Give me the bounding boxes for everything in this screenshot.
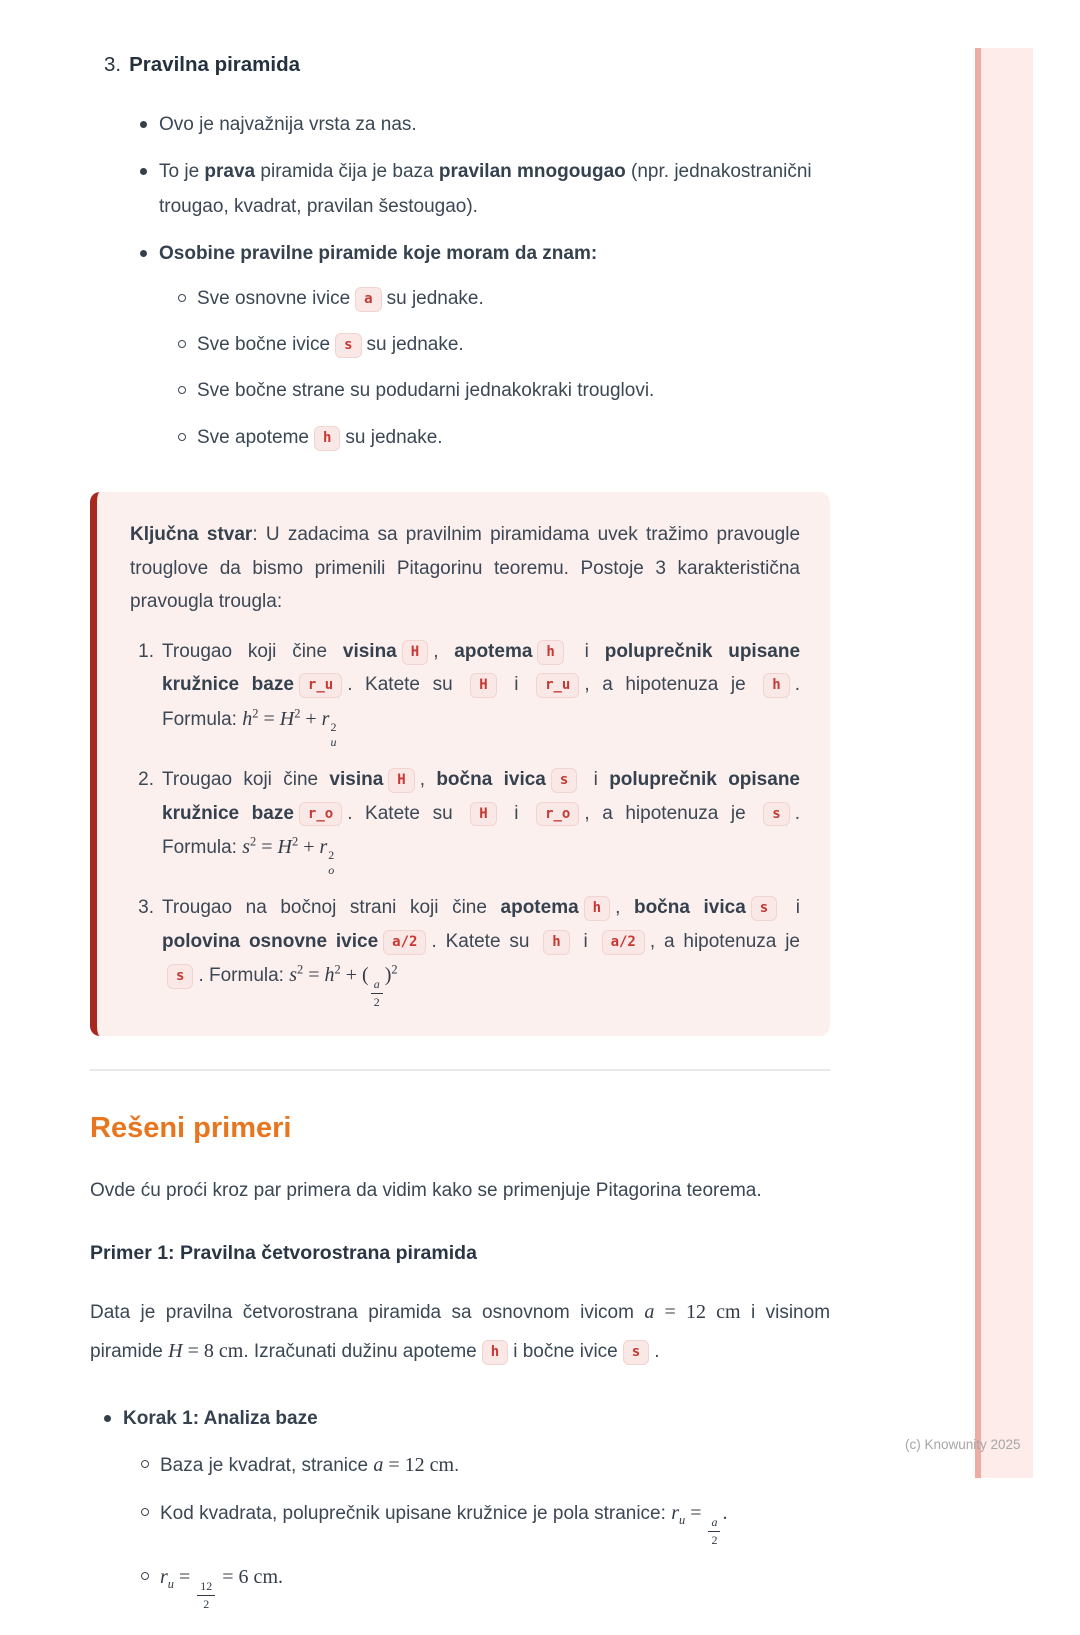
korak1-sub-item <box>123 1495 830 1548</box>
sub-bullet-text: Sve apoteme h su jednake. <box>197 420 830 455</box>
examples-lede: Ovde ću proći kroz par primera da vidim kako se primenjuje Pitagorina teorema. <box>90 1179 762 1201</box>
circle-bullet-icon <box>141 1508 149 1516</box>
sub-bullet-item <box>159 420 830 455</box>
inline-code-badge: s <box>763 802 789 827</box>
circle-bullet-icon <box>141 1460 149 1468</box>
korak1-text: Korak 1: Analiza baze <box>123 1408 318 1430</box>
document-content <box>90 52 830 1635</box>
callout-item <box>130 635 800 750</box>
korak1-sub-list <box>123 1447 830 1612</box>
circle-bullet-icon <box>178 386 186 394</box>
korak1-sub-text: Kod kvadrata, poluprečnik upisane kružnice je pola stranice: $r_u$ = $\frac{a}{2}$ . <box>160 1501 728 1547</box>
callout-item <box>130 891 800 1010</box>
section-title: Pravilna piramida <box>129 53 301 76</box>
callout-intro: Ključna stvar: U zadacima sa pravilnim piramidama uvek tražimo pravougle trouglove da bismo primenili Pitagorinu teoremu. Postoje 3 karakteristična pravougla trougla: <box>130 523 801 613</box>
korak1-sub-item <box>123 1559 830 1612</box>
bullet-text: Osobine pravilne piramide koje moram da znam: <box>159 243 598 265</box>
bullet-icon <box>140 250 147 257</box>
bullet-icon <box>140 168 147 175</box>
callout-item-number: 1. <box>138 641 154 663</box>
callout-item-number: 3. <box>138 897 154 919</box>
inline-code-badge: h <box>584 896 610 921</box>
inline-code-badge: r_o <box>536 802 579 827</box>
inline-code-badge: s <box>335 333 361 358</box>
inline-code-badge: h <box>482 1340 508 1365</box>
inline-code-badge: r_u <box>299 673 342 698</box>
sub-bullet-text: Sve osnovne ivice a su jednake. <box>197 281 830 316</box>
sub-bullet-text: Sve bočne ivice s su jednake. <box>197 327 830 362</box>
inline-code-badge: h <box>763 673 789 698</box>
copyright-footer: (c) Knowunity 2025 <box>905 1437 1021 1452</box>
solution-steps-list <box>90 1401 830 1623</box>
inline-code-badge: H <box>402 640 428 665</box>
bullet-item <box>90 236 830 466</box>
section-number: 3. <box>104 53 122 76</box>
inline-code-badge: H <box>470 673 496 698</box>
sub-bullet-item <box>159 327 830 362</box>
callout-item-text: Trougao na bočnoj strani koji čine apotema h , bočna ivica s i polovina osnovne ivice a/2 . Katete su h i a/2 , a hipotenuza je s . Formula: $s^2 = h^2$ + ( $\frac{a}{2}$ )$^2$ <box>162 897 801 1010</box>
inline-code-badge: s <box>551 768 577 793</box>
callout-item-text: Trougao koji čine visina H , apotema h i poluprečnik upisane kružnice baze r_u . Katete su H i r_u , a hipotenuza je h . Formula: $h^2 = H^2 + r$ 2 u <box>162 641 801 750</box>
key-callout <box>90 492 830 1036</box>
callout-item <box>130 763 800 878</box>
inline-code-badge: r_o <box>299 802 342 827</box>
korak1-sub-text: $r_u$ = $\frac{12}{2}$ = 6 cm. <box>160 1565 283 1611</box>
primer1-heading: Primer 1: Pravilna četvorostrana piramida <box>90 1242 477 1265</box>
callout-item-text: Trougao koji čine visina H , bočna ivica s i poluprečnik opisane kružnice baze r_o . Katete su H i r_o , a hipotenuza je s . Formula: $s^2 = H^2 + r$ 2 o <box>162 769 801 878</box>
bullet-text: To je prava piramida čija je baza pravilan mnogougao (npr. jednakostranični trougao, kvadrat, pravilan šestougao). <box>159 160 812 217</box>
inline-code-badge: H <box>388 768 414 793</box>
inline-code-badge: s <box>623 1340 649 1365</box>
inline-code-badge: h <box>537 640 563 665</box>
bullet-item <box>90 154 830 224</box>
sub-properties-list <box>159 281 830 455</box>
sub-bullet-item <box>159 373 830 408</box>
inline-code-badge: s <box>751 896 777 921</box>
properties-list <box>90 107 830 466</box>
sub-bullet-item <box>159 281 830 316</box>
bullet-text: Ovo je najvažnija vrsta za nas. <box>159 113 417 135</box>
inline-code-badge: h <box>543 930 569 955</box>
inline-code-badge: s <box>167 964 193 989</box>
examples-heading: Rešeni primeri <box>90 1112 292 1145</box>
inline-code-badge: r_u <box>536 673 579 698</box>
bullet-icon <box>140 121 147 128</box>
inline-code-badge: a <box>355 287 381 312</box>
circle-bullet-icon <box>178 294 186 302</box>
inline-code-badge: a/2 <box>383 930 426 955</box>
circle-bullet-icon <box>141 1572 149 1580</box>
circle-bullet-icon <box>178 433 186 441</box>
inline-code-badge: a/2 <box>602 930 645 955</box>
problem-statement: Data je pravilna četvorostrana piramida sa osnovnom ivicom a = 12 cm i visinom piramide H = 8 cm. Izračunati dužinu apoteme h i bočne ivice s . <box>90 1293 830 1371</box>
korak1-sub-item <box>123 1447 830 1484</box>
bullet-item <box>90 107 830 142</box>
inline-code-badge: H <box>470 802 496 827</box>
korak1-item <box>90 1401 830 1623</box>
right-accent-bar <box>975 48 1033 1478</box>
sub-bullet-text: Sve bočne strane su podudarni jednakokraki trouglovi. <box>197 380 655 402</box>
circle-bullet-icon <box>178 340 186 348</box>
inline-code-badge: h <box>314 426 340 451</box>
bullet-icon <box>104 1415 111 1422</box>
section-heading <box>90 52 830 79</box>
korak1-sub-text: Baza je kvadrat, stranice a = 12 cm. <box>160 1453 460 1476</box>
section-divider <box>90 1069 830 1071</box>
callout-item-number: 2. <box>138 769 154 791</box>
